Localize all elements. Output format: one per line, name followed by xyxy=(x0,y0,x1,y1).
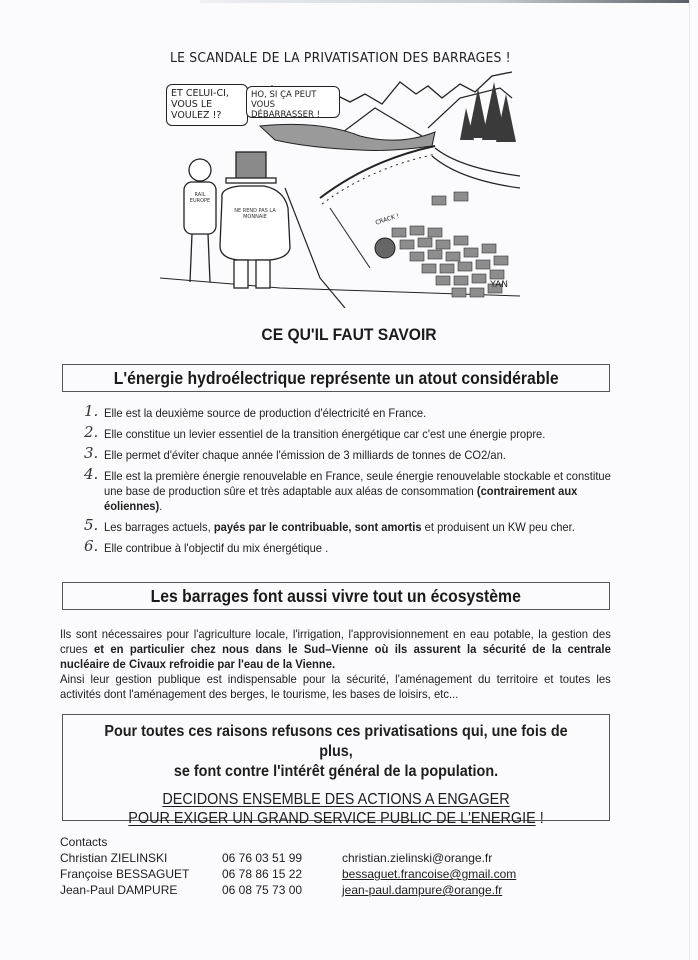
page-edge-right xyxy=(689,0,690,960)
callout-exclamation: ! xyxy=(535,810,544,827)
call-to-action-box xyxy=(62,714,610,827)
callout-action xyxy=(90,790,581,828)
contacts-header: Contacts xyxy=(60,835,108,849)
box-title-hydro xyxy=(62,364,610,392)
artist-signature: YAN xyxy=(490,280,508,290)
coat-label-rail: RAIL EUROPE xyxy=(189,192,211,204)
list-text-part: et produisent un KW peu cher. xyxy=(421,520,575,534)
list-text-part: . xyxy=(159,499,163,513)
list-text: Elle permet d'éviter chaque année l'émission de 3 milliards de tonnes de CO2/an. xyxy=(104,448,506,462)
callout-line-2: se font contre l'intérêt général de la population. xyxy=(173,763,499,780)
list-text-bold: (contrairement aux éoliennes) xyxy=(104,484,578,513)
list-text-bold: payés par le contribuable, sont amortis xyxy=(213,520,422,534)
list-item xyxy=(84,402,604,421)
paragraph-text: Ainsi leur gestion publique est indispensable pour la sécurité, l'aménagement du territoire et toutes les activités dont l'aménagement des berges, le tourisme, les bases de loisirs, etc... xyxy=(60,672,611,701)
list-text: Elle constitue un levier essentiel de la transition énergétique car c'est une énergie propre. xyxy=(104,427,546,441)
river xyxy=(435,148,520,176)
character-rail xyxy=(184,159,216,282)
paragraph-public-management xyxy=(60,672,611,702)
valley-line-2 xyxy=(330,208,370,268)
character-top-hat xyxy=(220,152,290,288)
list-item xyxy=(84,516,604,535)
list-text: Elle contribue à l'objectif du mix énergétique . xyxy=(104,541,329,555)
callout-statement xyxy=(90,722,581,782)
list-text xyxy=(104,520,606,535)
contact-name: Christian ZIELINSKI xyxy=(60,851,168,865)
callout-line-1: Pour toutes ces raisons refusons ces privatisations qui, une fois de plus, xyxy=(104,723,568,760)
list-item xyxy=(84,423,604,442)
list-text xyxy=(104,469,611,514)
speech-bubble-2: HO, SI ÇA PEUT VOUS DÉBARRASSER ! xyxy=(246,86,340,118)
list-number: 5. xyxy=(84,516,99,534)
paragraph-text: Ils sont nécessaires pour l'agriculture locale, l'irrigation, l'approvisionnement en eau potable, la gestion des crues xyxy=(60,627,611,656)
dam-breach xyxy=(375,238,395,258)
contact-email[interactable]: jean-paul.dampure@orange.fr xyxy=(342,883,503,897)
contact-email[interactable]: bessaguet.francoise@gmail.com xyxy=(342,867,517,881)
box-title-ecosystem-text: Les barrages font aussi vivre tout un écosystème xyxy=(150,585,522,606)
list-number: 4. xyxy=(84,465,99,483)
contact-name: Jean-Paul DAMPURE xyxy=(60,883,178,897)
contact-email[interactable]: christian.zielinski@orange.fr xyxy=(342,851,493,865)
paragraph-text-bold: et en particulier chez nous dans le Sud–Vienne où ils assurent la sécurité de la centrale nucléaire de Civaux refroidie par l'eau de la Vienne. xyxy=(60,642,611,671)
list-number: 6. xyxy=(84,537,99,555)
callout-action-2: POUR EXIGER UN GRAND SERVICE PUBLIC DE L'ENERGIE xyxy=(128,810,536,827)
contact-phone: 06 76 03 51 99 xyxy=(222,851,303,865)
contact-name: Françoise BESSAGUET xyxy=(60,867,190,881)
benefits-list xyxy=(84,402,611,562)
list-number: 2. xyxy=(84,423,99,441)
page-edge xyxy=(200,0,690,3)
list-number: 1. xyxy=(84,402,99,420)
paragraph-ecosystem xyxy=(60,627,611,672)
list-text-part: Les barrages actuels, xyxy=(104,520,214,534)
dam xyxy=(320,146,435,198)
crack-sound: CRACK ! xyxy=(374,212,401,227)
contacts xyxy=(60,834,517,897)
contact-phone: 06 78 86 15 22 xyxy=(222,867,303,881)
box-title-hydro-text: L'énergie hydroélectrique représente un atout considérable xyxy=(113,367,559,388)
contact-phone: 06 08 75 73 00 xyxy=(222,883,303,897)
list-item xyxy=(84,465,611,514)
list-item xyxy=(84,537,604,556)
list-number: 3. xyxy=(84,444,99,462)
list-item xyxy=(84,444,604,463)
cartoon-illustration xyxy=(160,68,520,308)
list-text: Elle est la deuxième source de production d'électricité en France. xyxy=(104,406,427,420)
callout-action-1: DECIDONS ENSEMBLE DES ACTIONS A ENGAGER xyxy=(162,791,510,808)
list-text-part: Elle est la première énergie renouvelable en France, seule énergie renouvelable stockable et constitue une base de production sûre et très adaptable aux aléas de consommation xyxy=(104,469,611,498)
coat-label-hat: NE REND PAS LA MONNAIE xyxy=(234,208,276,220)
box-title-ecosystem xyxy=(62,582,610,610)
section-heading: CE QU'IL FAUT SAVOIR xyxy=(261,325,437,344)
speech-bubble-1: ET CELUI-CI, VOUS LE VOULEZ !? xyxy=(166,84,248,126)
cartoon-title: LE SCANDALE DE LA PRIVATISATION DES BARRAGES ! xyxy=(170,50,511,66)
